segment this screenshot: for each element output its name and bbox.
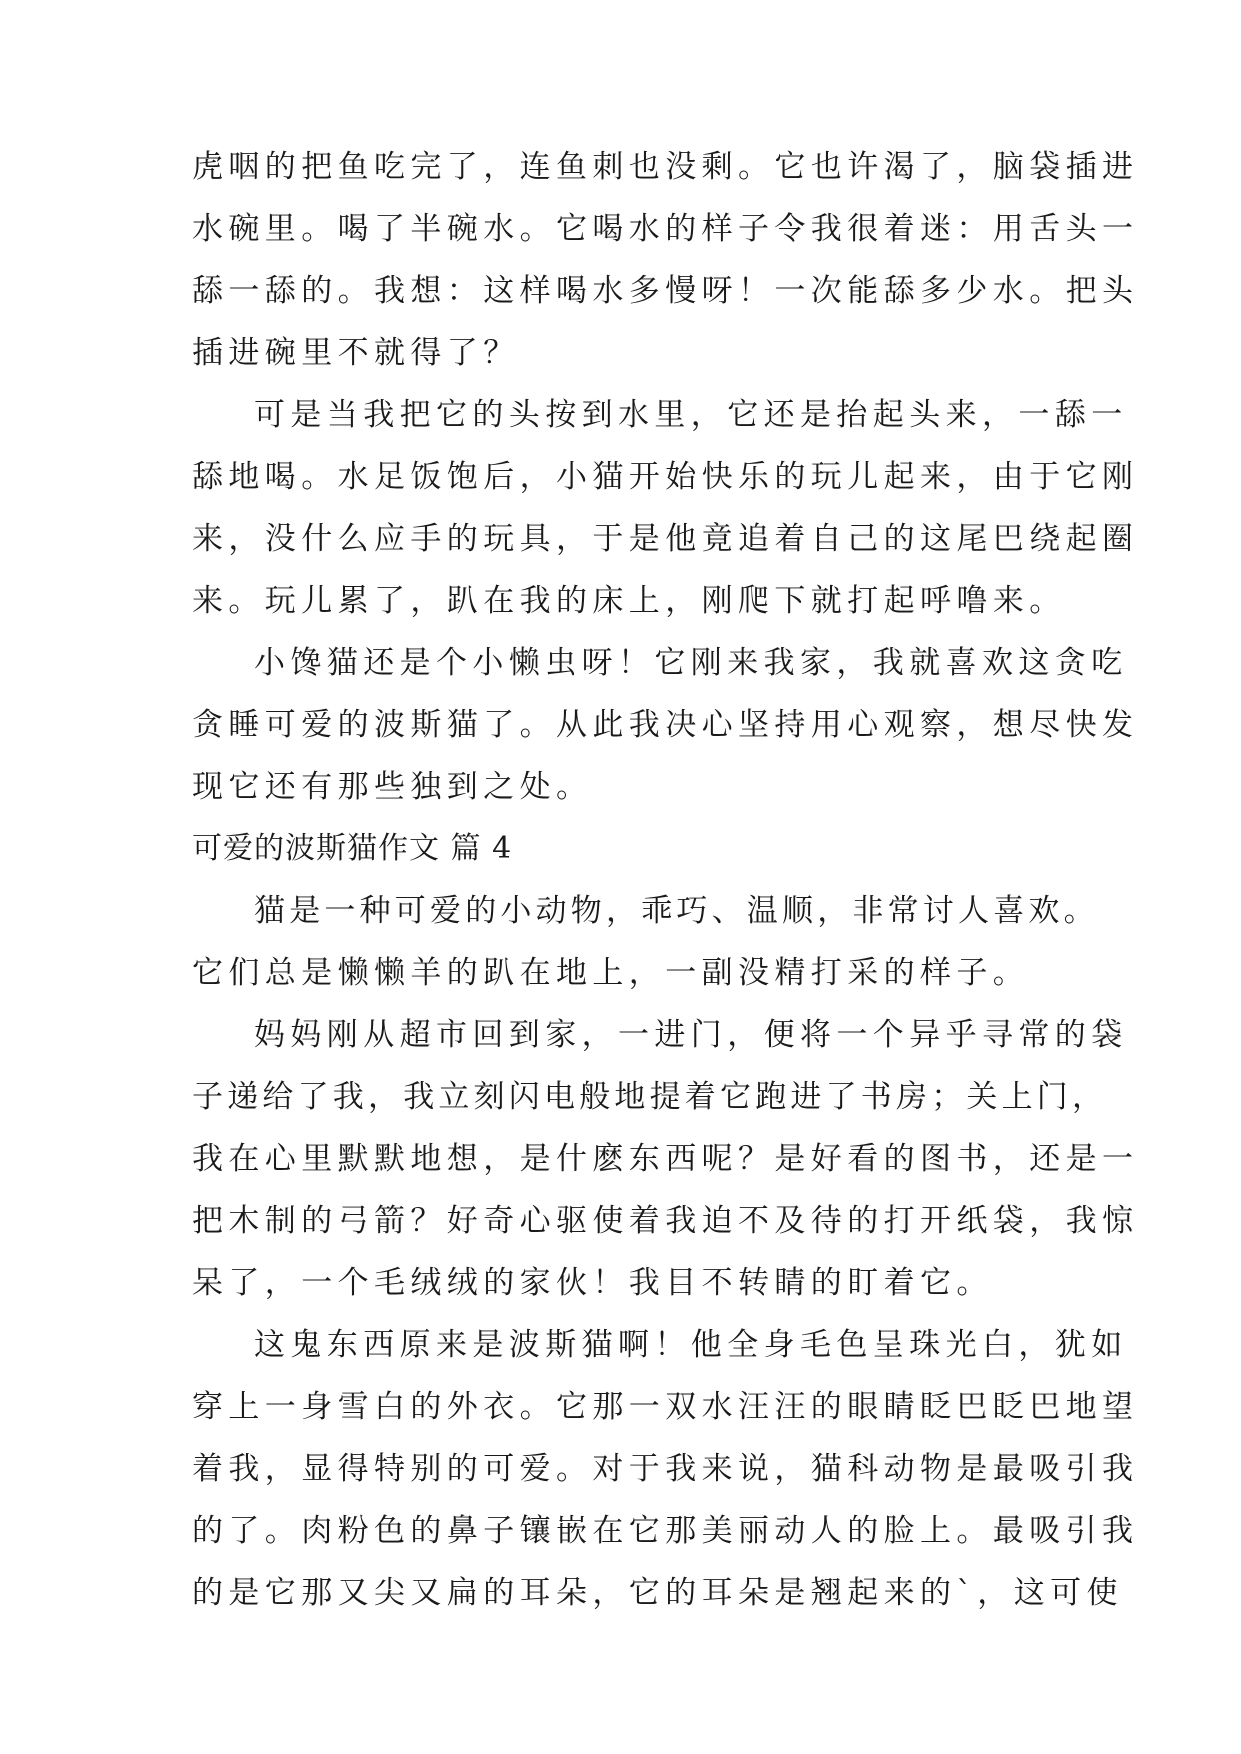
paragraph-first-line: 猫是一种可爱的小动物，乖巧、温顺，非常讨人喜欢。 [254, 893, 1099, 929]
text-line: 它们总是懒懒羊的趴在地上，一副没精打采的样子。 [192, 955, 1030, 991]
text-line: 呆了，一个毛绒绒的家伙！我目不转睛的盯着它。 [192, 1265, 993, 1301]
text-line: 着我，显得特别的可爱。对于我来说，猫科动物是最吸引我 [192, 1451, 1139, 1487]
text-line: 来，没什么应手的玩具，于是他竟追着自己的这尾巴绕起圈 [192, 521, 1139, 557]
paragraph-first-line: 妈妈刚从超市回到家，一进门，便将一个异乎寻常的袋 [254, 1017, 1128, 1053]
text-line: 舔一舔的。我想：这样喝水多慢呀！一次能舔多少水。把头 [192, 273, 1139, 309]
document-body [192, 136, 1139, 1624]
text-line: 水碗里。喝了半碗水。它喝水的样子令我很着迷：用舌头一 [192, 211, 1139, 247]
paragraph-first-line: 这鬼东西原来是波斯猫啊！他全身毛色呈珠光白，犹如 [254, 1327, 1128, 1363]
text-line: 子递给了我，我立刻闪电般地提着它跑进了书房；关上门， [192, 1079, 1108, 1115]
section-heading: 可爱的波斯猫作文 篇 4 [192, 831, 513, 866]
text-line: 现它还有那些独到之处。 [192, 769, 593, 805]
text-line: 把木制的弓箭？好奇心驱使着我迫不及待的打开纸袋，我惊 [192, 1203, 1139, 1239]
text-line: 贪睡可爱的波斯猫了。从此我决心坚持用心观察，想尽快发 [192, 707, 1139, 743]
text-line: 虎咽的把鱼吃完了，连鱼刺也没剩。它也许渴了，脑袋插进 [192, 149, 1139, 185]
text-line: 的了。肉粉色的鼻子镶嵌在它那美丽动人的脸上。最吸引我 [192, 1513, 1139, 1549]
text-line: 的是它那又尖又扁的耳朵，它的耳朵是翘起来的`，这可使 [192, 1575, 1123, 1611]
text-line: 穿上一身雪白的外衣。它那一双水汪汪的眼睛眨巴眨巴地望 [192, 1389, 1139, 1425]
paragraph-first-line: 小馋猫还是个小懒虫呀！它刚来我家，我就喜欢这贪吃 [254, 645, 1128, 681]
text-line: 舔地喝。水足饭饱后，小猫开始快乐的玩儿起来，由于它刚 [192, 459, 1139, 495]
text-line: 来。玩儿累了，趴在我的床上，刚爬下就打起呼噜来。 [192, 583, 1066, 619]
text-line: 插进碗里不就得了？ [192, 335, 520, 371]
text-line: 我在心里默默地想，是什麽东西呢？是好看的图书，还是一 [192, 1141, 1139, 1177]
paragraph-first-line: 可是当我把它的头按到水里，它还是抬起头来，一舔一 [254, 397, 1128, 433]
